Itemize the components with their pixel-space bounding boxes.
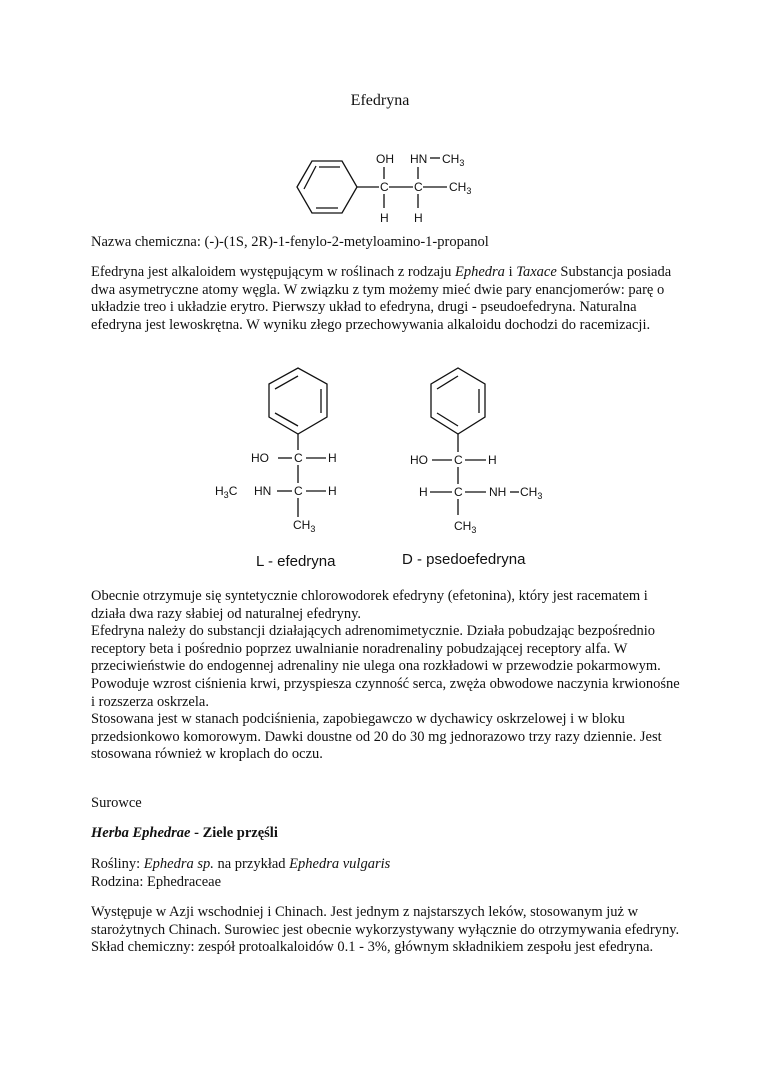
right-nh-ch3-label: $CH_3$: [520, 485, 543, 501]
oh-label: OH: [376, 152, 394, 166]
surowce-heading: Surowce: [91, 795, 142, 811]
left-c1-label: C: [294, 451, 303, 465]
family-line: Rodzina: Ephedraceae: [91, 873, 222, 890]
right-h2-label: H: [419, 485, 428, 499]
body-line-3: Powoduje wzrost ciśnienia krwi, przyspiesza czynność serca, zwęża obwodowe naczynia krwionośne i rozszerza oskrzela.: [91, 675, 680, 710]
right-ho-label: HO: [410, 453, 428, 467]
l-ephedrine-caption: L - efedryna: [256, 553, 336, 570]
left-h2-label: H: [328, 484, 337, 498]
left-ch3-label: $CH_3$: [293, 518, 316, 534]
right-h1-label: H: [488, 453, 497, 467]
genus-ephedra: Ephedra: [455, 264, 505, 280]
ch3-top-label: $CH_3$: [442, 152, 465, 168]
right-benzene-ring: [431, 368, 485, 434]
hn-label: HN: [410, 152, 428, 166]
body-line-1: Obecnie otrzymuje się syntetycznie chlorowodorek efedryny (efetonina), który jest racematem i działa dwa razy słabiej od naturalnej efedryny.: [91, 588, 648, 622]
right-c2-label: C: [454, 485, 463, 499]
h1-label: H: [380, 211, 389, 225]
ch3-right-label: $CH_3$: [449, 180, 472, 196]
plants-line: Rośliny: Ephedra sp. na przykład Ephedra vulgaris: [91, 856, 391, 872]
left-benzene-ring: [269, 368, 327, 434]
page-title: Efedryna: [350, 92, 410, 109]
herba-latin-name: Herba Ephedrae: [91, 825, 191, 841]
benzene-ring: [297, 161, 357, 213]
plants-info: [91, 856, 681, 891]
left-hn-label: HN: [254, 484, 272, 498]
body-line-2: Efedryna należy do substancji działających adrenomimetycznie. Działa pobudzając bezpośrednio receptory beta i pośrednio poprzez uwalnianie noradrenaliny pobudzającej receptory alfa. W przeciwieństwie do endogennej adrenaliny nie ulega ona rozkładowi w przewodzie pokarmowym.: [91, 623, 661, 675]
left-ho-label: HO: [251, 451, 269, 465]
left-h3c-label: $H_3C$: [215, 484, 238, 500]
right-ch3-label: $CH_3$: [454, 519, 477, 535]
c2-label: C: [414, 180, 423, 194]
left-h1-label: H: [328, 451, 337, 465]
c1-label: C: [380, 180, 389, 194]
body-text: [91, 588, 681, 764]
right-nh-label: NH: [489, 485, 507, 499]
chemical-name: Nazwa chemiczna: (-)-(1S, 2R)-1-fenylo-2-metyloamino-1-propanol: [91, 234, 489, 250]
ephedrine-structure-diagram: [290, 146, 490, 226]
genus-taxace: Taxace: [516, 264, 557, 280]
isomers-diagram: [210, 362, 570, 572]
left-c2-label: C: [294, 484, 303, 498]
final-paragraph: Występuje w Azji wschodniej i Chinach. Jest jednym z najstarszych leków, stosowanym już w starożytnych Chinach. Surowiec jest obecnie wykorzystywany wyłącznie do otrzymywania efedryny. Skład chemiczny: zespół protoalkaloidów 0.1 - 3%, głównym składnikiem zespołu jest efedryna.: [91, 904, 680, 956]
h2-label: H: [414, 211, 423, 225]
herba-heading: Herba Ephedrae - Ziele przęśli: [91, 825, 278, 841]
d-pseudoephedrine-caption: D - psedoefedryna: [402, 551, 526, 568]
intro-paragraph: Efedryna jest alkaloidem występującym w roślinach z rodzaju Ephedra i Taxace Substancja posiada dwa asymetryczne atomy węgla. W związku z tym możemy mieć dwie pary enancjomerów: parę o układzie treo i układzie erytro. Pierwszy układ to efedryna, drugi - pseudoefedryna. Naturalna efedryna jest lewoskrętna. W wyniku złego przechowywania alkaloidu dochodzi do racemizacji.: [91, 264, 672, 333]
right-c1-label: C: [454, 453, 463, 467]
body-line-4: Stosowana jest w stanach podciśnienia, zapobiegawczo w dychawicy oskrzelowej i w bloku przedsionkowo komorowym. Dawki doustne od 20 do 30 mg jednorazowo trzy razy dziennie. Jest stosowana również w kroplach do oczu.: [91, 711, 662, 763]
